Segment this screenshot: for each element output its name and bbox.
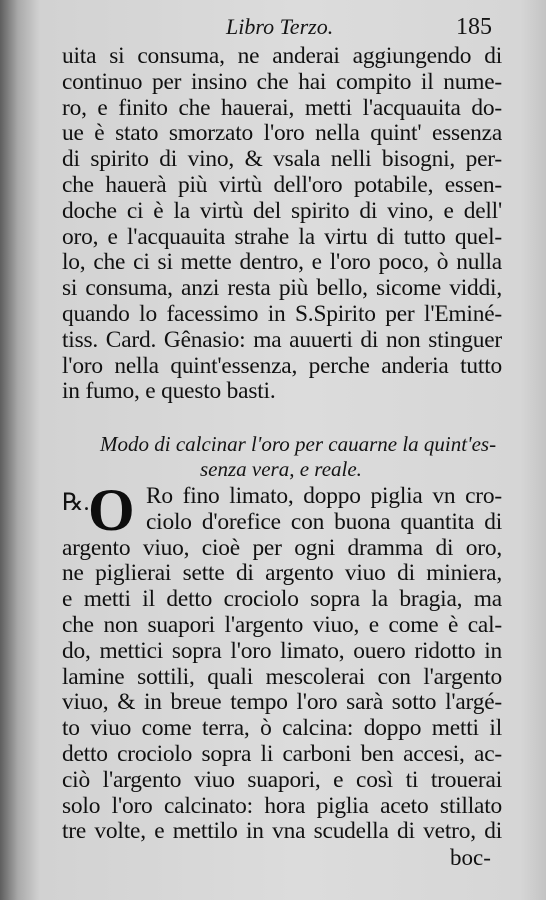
- paragraph-1: [62, 44, 502, 405]
- text-line: detto crociolo sopra li carboni ben accesi, ac-: [62, 740, 502, 767]
- text-line: continuo per insino che hai compito il nume-: [62, 68, 502, 95]
- text-line: quando lo facessimo in S.Spirito per l'Eminé-: [62, 300, 502, 327]
- text-line: viuo, & in breue tempo l'oro sarà sotto l'argé-: [62, 689, 502, 716]
- text-line: lo, che ci si mette dentro, e l'oro poco, ò nulla: [62, 249, 502, 276]
- text-line: ne piglierai sette di argento viuo di miniera,: [62, 560, 502, 587]
- text-line: solo l'oro calcinato: hora piglia aceto stillato: [62, 792, 502, 819]
- catchword: boc-: [450, 845, 491, 870]
- text-line: che hauerà più virtù dell'oro potabile, essen-: [62, 171, 502, 198]
- text-line: e metti il detto crociolo sopra la bragia, ma: [62, 586, 502, 613]
- recipe-symbol: ℞.: [62, 490, 90, 516]
- text-line: to viuo come terra, ò calcina: doppo metti il: [62, 715, 502, 742]
- page-number: 185: [456, 14, 492, 40]
- recipe-paragraph: [62, 477, 502, 845]
- text-line: ro, e finito che hauerai, metti l'acquauita do-: [62, 94, 502, 121]
- page-header: [0, 8, 546, 42]
- text-line: ue è stato smorzato l'oro nella quint' essenza: [62, 120, 502, 147]
- running-title: Libro Terzo.: [226, 14, 334, 39]
- drop-cap: O: [88, 477, 135, 543]
- text-line: che non suapori l'argento viuo, e come è cal-: [62, 611, 502, 638]
- text-line: ciolo d'orefice con buona quantita di: [146, 508, 502, 535]
- text-line: l'oro nella quint'essenza, perche anderia tutto: [62, 352, 502, 379]
- text-line: di spirito di vino, & vsala nelli bisogni, per-: [62, 146, 502, 173]
- text-line: in fumo, e questo basti.: [62, 378, 276, 405]
- heading-line-2: senza vera, e reale.: [200, 457, 362, 481]
- text-line: tiss. Card. Gênasio: ma auuerti di non stinguer: [62, 326, 502, 353]
- text-line: doche ci è la virtù del spirito di vino, e dell': [62, 197, 502, 224]
- text-line: si consuma, anzi resta più bello, sicome viddi,: [62, 275, 502, 302]
- text-line: do, mettici sopra l'oro limato, ouero ridotto in: [62, 637, 502, 664]
- text-line: ciò l'argento viuo suapori, e così ti trouerai: [62, 766, 502, 793]
- heading-line-1: Modo di calcinar l'oro per cauarne la quint'es-: [100, 432, 497, 456]
- text-line: Ro fino limato, doppo piglia vn cro-: [146, 483, 502, 509]
- text-line: argento viuo, cioè per ogni dramma di oro,: [62, 534, 502, 561]
- text-line: lamine sottili, quali mescolerai con l'argento: [62, 663, 502, 690]
- text-line: oro, e l'acquauita strahe la virtu di tutto quel-: [62, 223, 502, 250]
- section-heading: [62, 432, 502, 482]
- text-line: tre volte, e mettilo in vna scudella di vetro, di: [62, 818, 502, 845]
- text-line: uita si consuma, ne anderai aggiungendo di: [62, 43, 502, 69]
